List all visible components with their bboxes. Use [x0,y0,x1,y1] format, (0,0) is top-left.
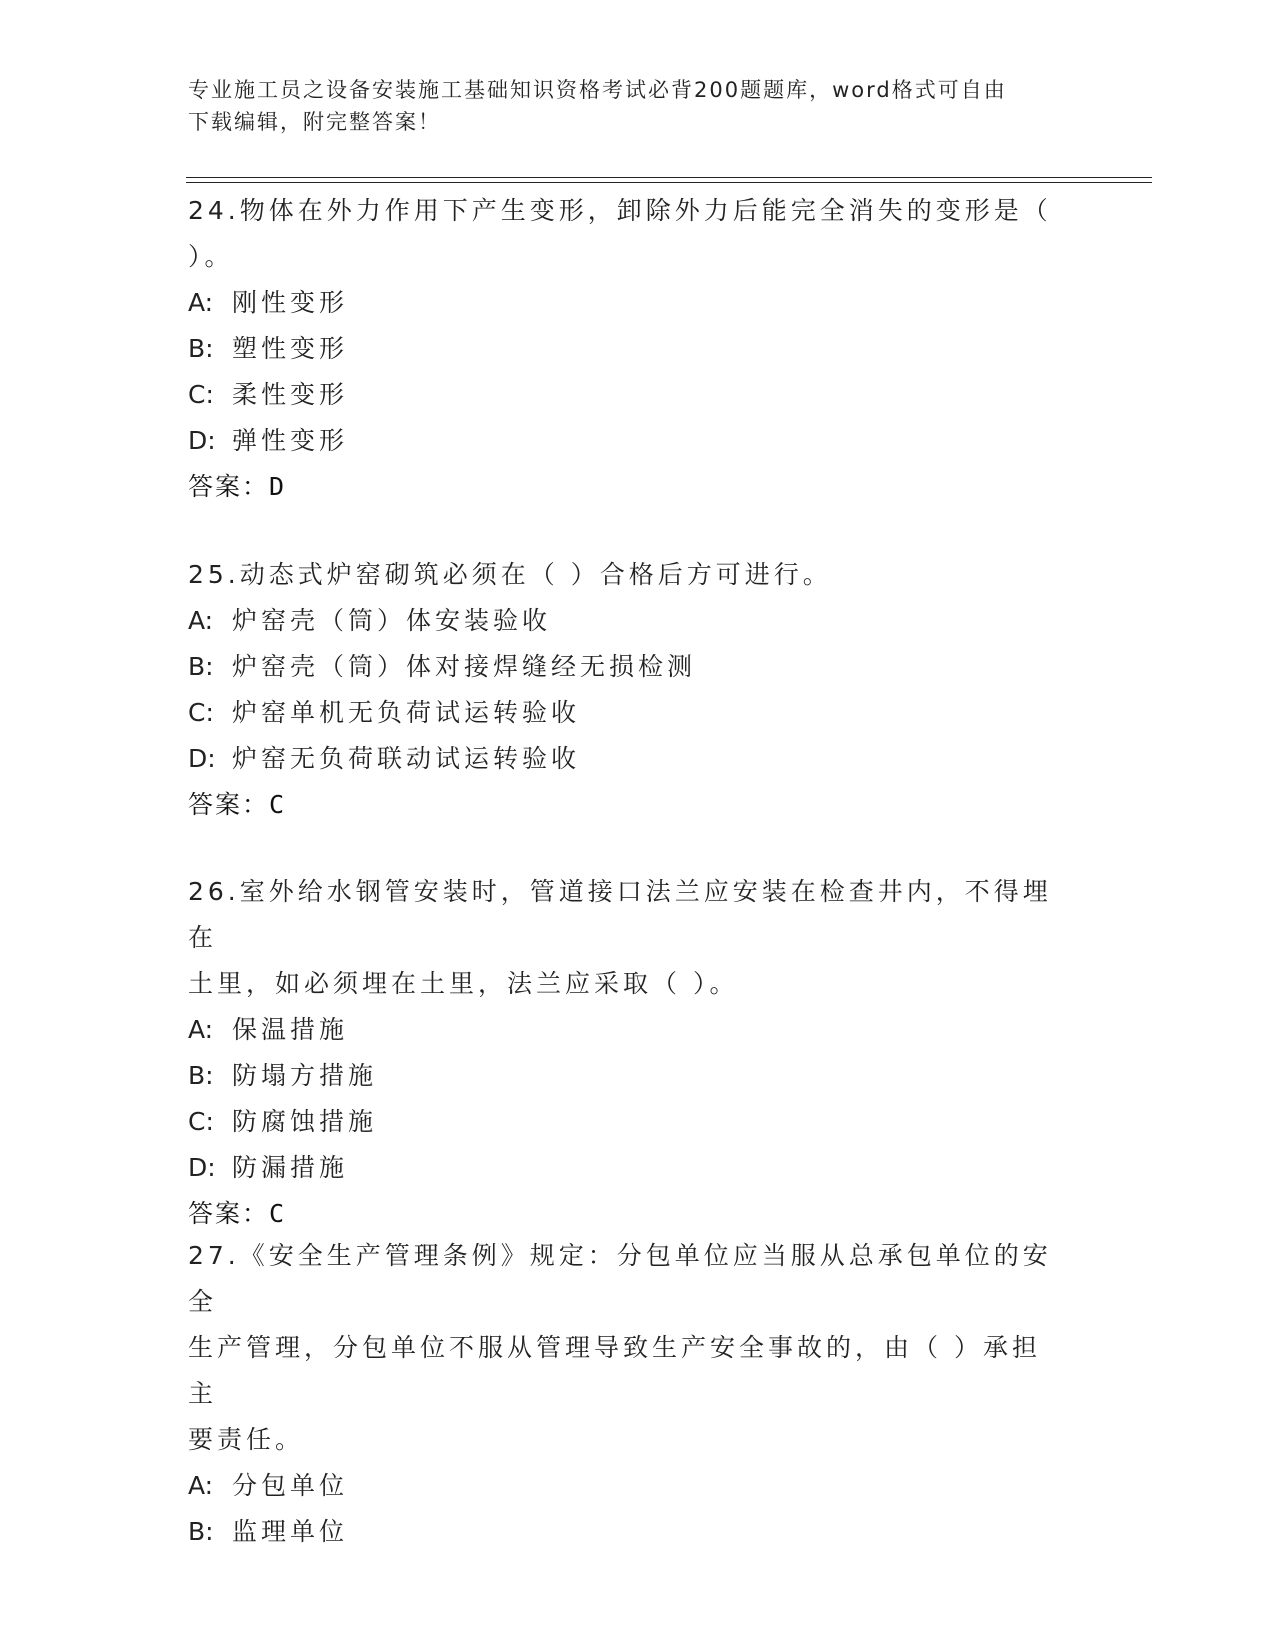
answer-value: C [269,1199,287,1228]
answer-line [188,464,1068,510]
answer-value: C [269,790,287,819]
option-key: A: [188,606,214,635]
option-b [188,1509,1068,1555]
option-key: A: [188,288,214,317]
answer-label: 答案： [188,790,270,819]
question-26 [188,869,1068,1237]
option-text: 炉窑无负荷联动试运转验收 [232,744,581,773]
option-text: 保温措施 [232,1015,349,1044]
option-c [188,690,1068,736]
option-text: 监理单位 [232,1517,349,1546]
question-25 [188,552,1068,828]
question-27 [188,1233,1068,1555]
option-text: 防腐蚀措施 [232,1107,378,1136]
answer-line [188,782,1068,828]
question-text: 27.《安全生产管理条例》规定：分包单位应当服从总承包单位的安全 [188,1241,1052,1316]
option-key: B: [188,1061,214,1090]
header-divider-bottom [186,182,1152,183]
question-text: 24.物体在外力作用下产生变形，卸除外力后能完全消失的变形是（ [188,196,1052,225]
option-d [188,1145,1068,1191]
option-b [188,644,1068,690]
option-text: 刚性变形 [232,288,349,317]
question-24 [188,188,1068,510]
option-a [188,1463,1068,1509]
option-key: C: [188,380,214,409]
option-a [188,1007,1068,1053]
header-line-1: 专业施工员之设备安装施工基础知识资格考试必背200题题库，word格式可自由 [188,78,1007,102]
option-key: C: [188,1107,214,1136]
answer-label: 答案： [188,472,270,501]
option-a [188,598,1068,644]
option-key: D: [188,744,216,773]
option-c [188,372,1068,418]
header-divider-top [186,177,1152,178]
option-text: 弹性变形 [232,426,349,455]
answer-line [188,1191,1068,1237]
option-text: 炉窑单机无负荷试运转验收 [232,698,581,727]
option-b [188,1053,1068,1099]
option-text: 分包单位 [232,1471,349,1500]
option-text: 塑性变形 [232,334,349,363]
option-key: B: [188,334,214,363]
option-d [188,418,1068,464]
answer-value: D [269,472,287,501]
question-text: 25.动态式炉窑砌筑必须在（ ）合格后方可进行。 [188,560,832,589]
option-key: A: [188,1471,214,1500]
question-text-continued: ）。 [188,242,234,271]
answer-label: 答案： [188,1199,270,1228]
option-key: C: [188,698,214,727]
option-text: 防塌方措施 [232,1061,378,1090]
option-text: 炉窑壳（筒）体安装验收 [232,606,552,635]
question-text-continued: 土里，如必须埋在土里，法兰应采取（ ）。 [188,969,739,998]
header-line-2: 下载编辑，附完整答案！ [188,110,441,134]
option-key: B: [188,652,214,681]
option-c [188,1099,1068,1145]
option-key: D: [188,1153,216,1182]
option-text: 炉窑壳（筒）体对接焊缝经无损检测 [232,652,697,681]
question-text: 26.室外给水钢管安装时，管道接口法兰应安装在检查井内，不得埋在 [188,877,1052,952]
document-header [188,74,1068,138]
option-text: 柔性变形 [232,380,349,409]
option-key: D: [188,426,216,455]
question-text-continued: 生产管理，分包单位不服从管理导致生产安全事故的，由（ ）承担主 [188,1333,1041,1408]
option-key: B: [188,1517,214,1546]
option-b [188,326,1068,372]
option-a [188,280,1068,326]
option-key: A: [188,1015,214,1044]
question-text-continued-2: 要责任。 [188,1425,305,1454]
option-d [188,736,1068,782]
option-text: 防漏措施 [232,1153,349,1182]
